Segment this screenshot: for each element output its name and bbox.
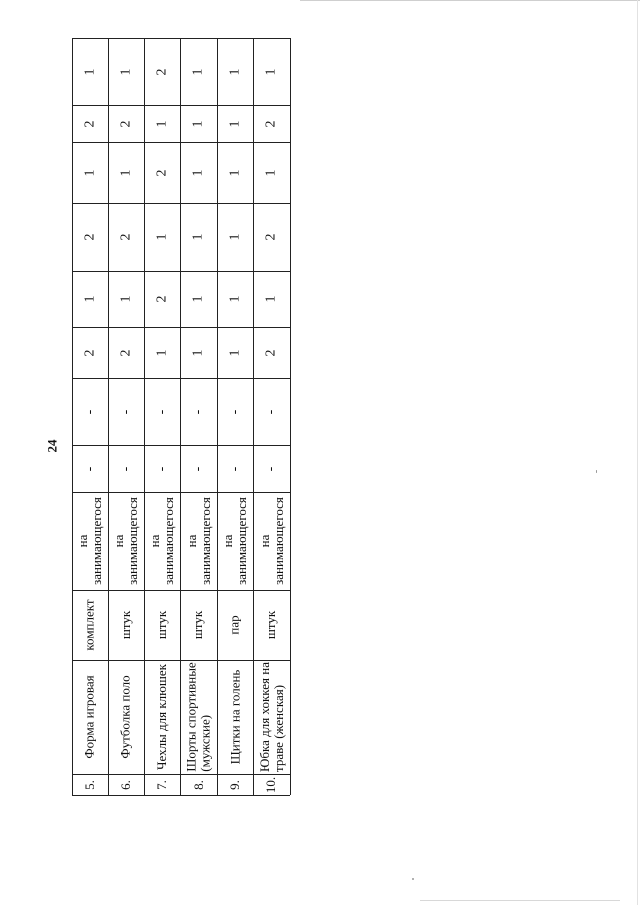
cell-value-4: [253, 271, 290, 327]
row-divider: [72, 38, 73, 795]
cell-value-8: [180, 38, 217, 105]
column-divider: [72, 327, 290, 328]
cell-line: занимающегося: [89, 497, 104, 585]
column-divider: [72, 271, 290, 272]
cell-text: 1: [190, 295, 206, 303]
cell-text: штук: [118, 610, 133, 640]
cell-line: на: [75, 534, 90, 548]
cell-unit: [108, 590, 144, 660]
cell-text: 1: [227, 349, 242, 356]
cell-value-4: [72, 271, 108, 327]
column-divider: [72, 590, 290, 591]
cell-text: 1: [227, 233, 242, 241]
cell-text: 9.: [227, 779, 242, 790]
cell-line: Шорты спортивные: [183, 662, 199, 772]
cell-text: -: [226, 466, 242, 471]
column-divider: [72, 38, 290, 39]
cell-value-8: [72, 38, 108, 105]
cell-text: [228, 670, 242, 765]
cell-text: 1: [190, 68, 206, 75]
cell-value-2: [108, 378, 144, 445]
cell-value-5: [108, 203, 144, 271]
column-divider: [72, 660, 290, 661]
cell-text: [221, 497, 249, 585]
cell-text: 1: [227, 68, 242, 75]
cell-per: [144, 492, 180, 590]
cell-text: 1: [82, 295, 97, 303]
cell-value-2: [144, 378, 180, 445]
cell-text: -: [81, 409, 97, 414]
cell-line: Футболка поло: [118, 675, 134, 759]
cell-per: [217, 492, 253, 590]
cell-text: 1: [154, 233, 169, 241]
cell-value-4: [144, 271, 180, 327]
cell-text: 1: [118, 295, 133, 303]
cell-text: 1: [263, 169, 279, 176]
cell-name: [180, 660, 217, 774]
cell-text: 2: [118, 120, 133, 127]
cell-name: [217, 660, 253, 774]
cell-text: штук: [154, 610, 169, 640]
row-divider: [180, 38, 181, 795]
cell-text: 1: [82, 68, 97, 75]
cell-per: [180, 492, 217, 590]
column-divider: [72, 795, 290, 796]
cell-value-6: [72, 142, 108, 203]
cell-text: 1: [190, 120, 206, 127]
cell-text: 8.: [190, 779, 206, 790]
cell-value-2: [72, 378, 108, 445]
cell-value-3: [180, 327, 217, 378]
cell-value-5: [72, 203, 108, 271]
cell-text: 2: [154, 169, 169, 176]
cell-value-1: [217, 445, 253, 492]
column-divider: [72, 105, 290, 106]
cell-value-7: [144, 105, 180, 142]
cell-line: Форма игровая: [82, 675, 97, 759]
cell-unit: [72, 590, 108, 660]
cell-line: занимающегося: [125, 497, 140, 585]
cell-per: [108, 492, 144, 590]
cell-value-1: [253, 445, 290, 492]
cell-value-5: [180, 203, 217, 271]
cell-text: 1: [263, 295, 279, 303]
row-divider: [290, 38, 291, 795]
cell-line: траве (женская): [270, 684, 286, 772]
cell-line: занимающегося: [270, 497, 286, 585]
cell-value-8: [144, 38, 180, 105]
cell-text: -: [263, 409, 279, 414]
cell-per: [72, 492, 108, 590]
cell-text: 1: [227, 169, 242, 176]
cell-text: [258, 662, 286, 772]
cell-line: (мужские): [197, 714, 213, 772]
cell-text: -: [117, 466, 133, 471]
row-divider: [217, 38, 218, 795]
cell-value-7: [108, 105, 144, 142]
cell-line: на: [183, 534, 199, 548]
cell-text: [258, 497, 286, 585]
cell-line: на: [147, 534, 162, 548]
cell-value-6: [108, 142, 144, 203]
cell-text: 5.: [82, 779, 97, 790]
page-number-text: 24: [44, 439, 59, 453]
row-divider: [253, 38, 254, 795]
cell-line: Юбка для хоккея на: [256, 662, 272, 772]
cell-text: -: [263, 466, 279, 471]
column-divider: [72, 445, 290, 446]
cell-text: 2: [82, 233, 97, 241]
cell-value-3: [108, 327, 144, 378]
cell-text: -: [226, 409, 242, 414]
cell-unit: [253, 590, 290, 660]
cell-unit: [144, 590, 180, 660]
cell-text: 2: [263, 349, 279, 356]
cell-value-7: [72, 105, 108, 142]
cell-text: 1: [154, 349, 169, 356]
cell-index: [253, 774, 290, 795]
cell-text: -: [153, 409, 169, 414]
cell-text: 10.: [263, 776, 279, 793]
cell-value-7: [180, 105, 217, 142]
cell-text: 1: [263, 68, 279, 75]
cell-text: штук: [263, 610, 279, 640]
cell-text: 2: [82, 349, 97, 356]
cell-text: 2: [154, 295, 169, 303]
cell-text: -: [190, 409, 206, 414]
cell-value-6: [144, 142, 180, 203]
cell-text: пар: [226, 615, 242, 635]
cell-text: [76, 497, 104, 585]
cell-value-6: [180, 142, 217, 203]
cell-name: [108, 660, 144, 774]
cell-value-5: [144, 203, 180, 271]
cell-text: 1: [227, 295, 242, 303]
cell-value-8: [108, 38, 144, 105]
column-divider: [72, 203, 290, 204]
cell-text: 2: [263, 233, 279, 241]
cell-text: -: [153, 466, 169, 471]
cell-line: Чехлы для клюшек: [154, 664, 169, 770]
cell-value-1: [180, 445, 217, 492]
cell-text: 6.: [118, 779, 133, 790]
cell-line: занимающегося: [161, 497, 176, 585]
column-divider: [72, 492, 290, 493]
cell-text: [155, 664, 169, 770]
column-divider: [72, 142, 290, 143]
cell-value-5: [217, 203, 253, 271]
cell-text: 2: [118, 233, 133, 241]
cell-name: [72, 660, 108, 774]
cell-unit: [217, 590, 253, 660]
column-divider: [72, 378, 290, 379]
cell-text: [185, 662, 213, 771]
cell-text: -: [117, 409, 133, 414]
cell-line: на: [256, 534, 272, 548]
cell-value-4: [217, 271, 253, 327]
cell-value-8: [253, 38, 290, 105]
cell-value-3: [72, 327, 108, 378]
cell-text: 1: [190, 169, 206, 176]
cell-text: 1: [82, 169, 97, 176]
cell-text: 2: [154, 68, 169, 75]
cell-value-7: [217, 105, 253, 142]
cell-value-2: [180, 378, 217, 445]
cell-name: [253, 660, 290, 774]
cell-index: [108, 774, 144, 795]
cell-text: [83, 675, 97, 758]
cell-value-2: [253, 378, 290, 445]
cell-per: [253, 492, 290, 590]
column-divider: [72, 774, 290, 775]
cell-line: занимающегося: [197, 497, 213, 585]
cell-line: на: [220, 534, 235, 548]
row-divider: [144, 38, 145, 795]
cell-value-3: [253, 327, 290, 378]
cell-text: 2: [118, 349, 133, 356]
cell-text: 1: [227, 120, 242, 127]
cell-text: штук: [190, 610, 206, 640]
cell-value-6: [253, 142, 290, 203]
cell-text: 1: [118, 68, 133, 75]
cell-text: [185, 497, 213, 585]
cell-text: 2: [263, 120, 279, 127]
cell-text: 1: [190, 233, 206, 241]
cell-unit: [180, 590, 217, 660]
cell-value-3: [217, 327, 253, 378]
cell-line: Щитки на голень: [227, 669, 243, 765]
cell-value-5: [253, 203, 290, 271]
cell-value-4: [180, 271, 217, 327]
cell-index: [144, 774, 180, 795]
cell-index: [180, 774, 217, 795]
cell-value-1: [108, 445, 144, 492]
cell-value-2: [217, 378, 253, 445]
cell-text: 1: [118, 169, 133, 176]
cell-text: 1: [190, 349, 206, 356]
row-divider: [108, 38, 109, 795]
cell-text: 7.: [154, 779, 169, 790]
cell-value-1: [144, 445, 180, 492]
cell-value-7: [253, 105, 290, 142]
cell-index: [217, 774, 253, 795]
cell-text: -: [190, 466, 206, 471]
cell-text: 1: [154, 120, 169, 127]
cell-value-3: [144, 327, 180, 378]
cell-index: [72, 774, 108, 795]
cell-text: 2: [82, 120, 97, 127]
cell-text: -: [81, 466, 97, 471]
cell-line: занимающегося: [234, 497, 249, 585]
cell-text: [148, 497, 176, 585]
cell-name: [144, 660, 180, 774]
cell-line: на: [111, 534, 126, 548]
cell-text: комплект: [82, 599, 97, 651]
cell-value-8: [217, 38, 253, 105]
cell-text: [119, 675, 133, 758]
cell-value-6: [217, 142, 253, 203]
cell-value-1: [72, 445, 108, 492]
cell-text: [112, 497, 140, 585]
cell-value-4: [108, 271, 144, 327]
